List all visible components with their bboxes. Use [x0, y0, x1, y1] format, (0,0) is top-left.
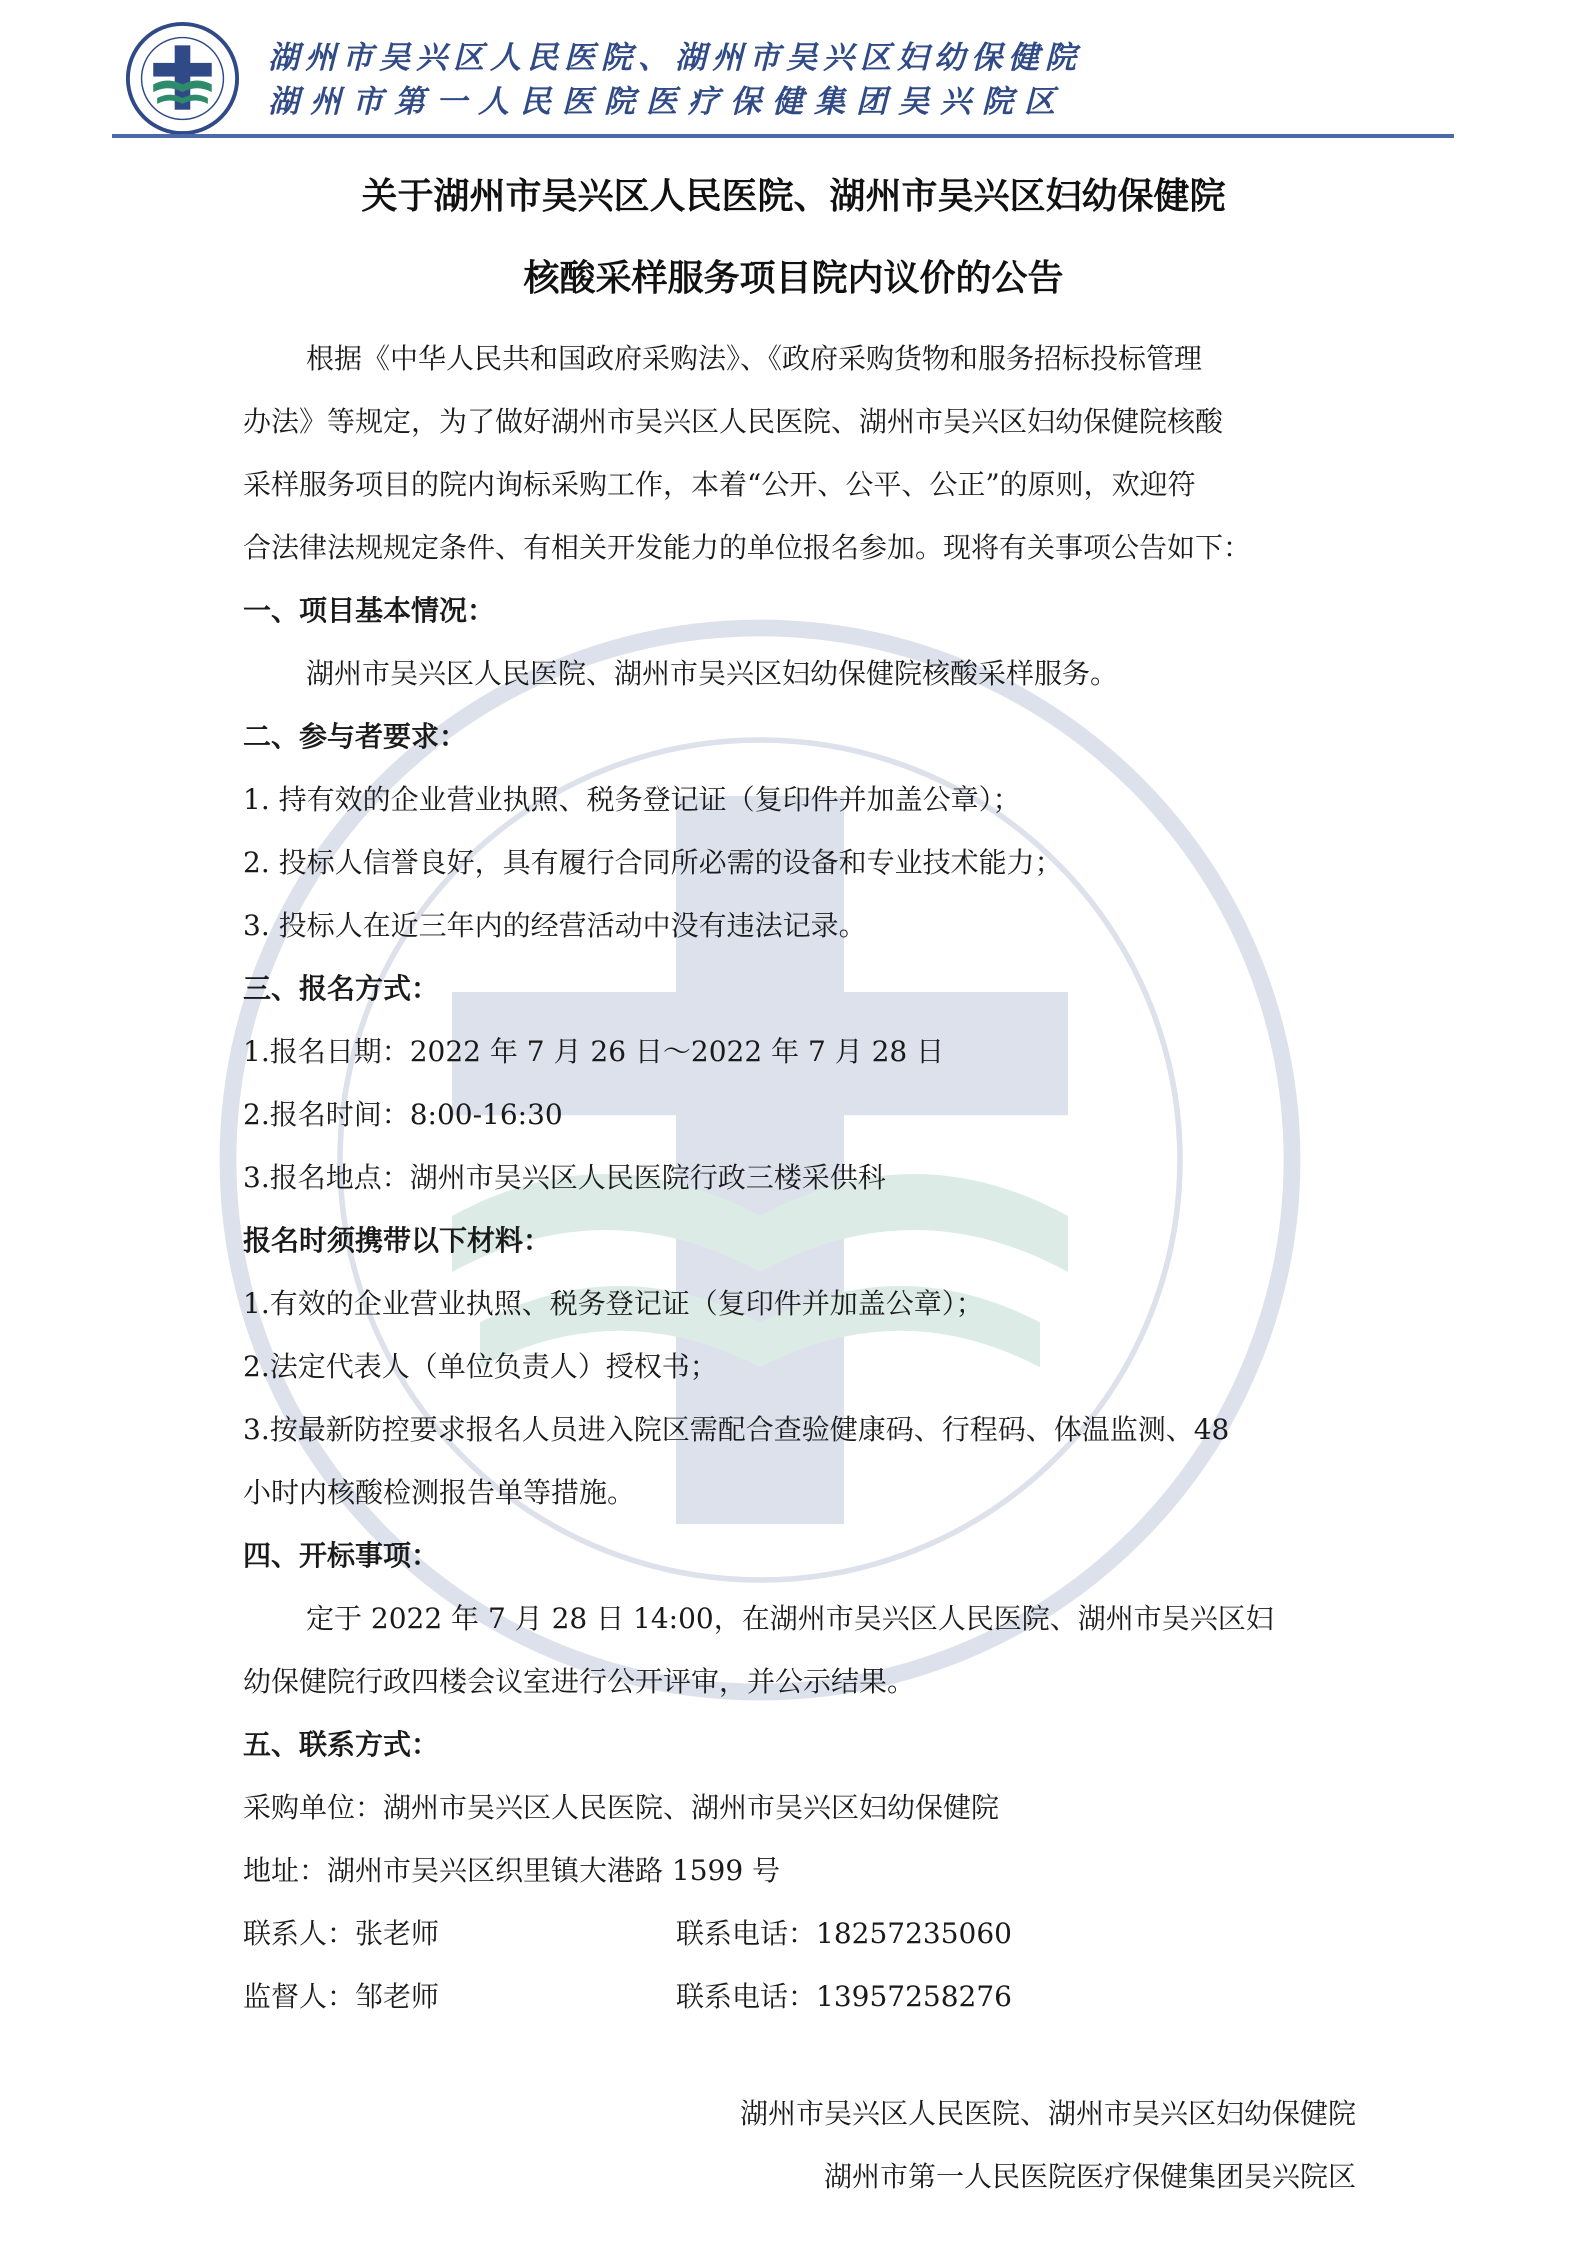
section-text: 定于 2022 年 7 月 28 日 14:00，在湖州市吴兴区人民医院、湖州市吴兴区妇 — [306, 1602, 1274, 1635]
signature-line-1: 湖州市吴兴区人民医院、湖州市吴兴区妇幼保健院 — [739, 2097, 1356, 2130]
list-item: 3. 投标人在近三年内的经营活动中没有违法记录。 — [243, 909, 867, 942]
list-item: 2.报名时间：8:00-16:30 — [243, 1098, 563, 1131]
intro-line: 采样服务项目的院内询标采购工作，本着“公开、公平、公正”的原则，欢迎符 — [243, 468, 1196, 501]
section-heading: 二、参与者要求： — [243, 720, 468, 753]
contact-phone: 联系电话：18257235060 — [676, 1917, 1012, 1950]
list-item: 小时内核酸检测报告单等措施。 — [243, 1476, 636, 1509]
header-line-1: 湖州市吴兴区人民医院、湖州市吴兴区妇幼保健院 — [268, 40, 1082, 76]
address: 地址：湖州市吴兴区织里镇大港路 1599 号 — [243, 1854, 781, 1887]
supervisor-person: 监督人：邹老师 — [243, 1980, 440, 2013]
notice-title-line-1: 关于湖州市吴兴区人民医院、湖州市吴兴区妇幼保健院 — [361, 176, 1226, 217]
list-item: 1.报名日期：2022 年 7 月 26 日～2022 年 7 月 28 日 — [243, 1035, 945, 1068]
notice-title-line-2: 核酸采样服务项目院内议价的公告 — [523, 258, 1064, 299]
section-text: 幼保健院行政四楼会议室进行公开评审，并公示结果。 — [243, 1665, 916, 1698]
intro-line: 办法》等规定，为了做好湖州市吴兴区人民医院、湖州市吴兴区妇幼保健院核酸 — [243, 405, 1224, 438]
list-item: 2.法定代表人（单位负责人）授权书； — [243, 1350, 718, 1383]
section-text: 湖州市吴兴区人民医院、湖州市吴兴区妇幼保健院核酸采样服务。 — [306, 657, 1119, 690]
supervisor-phone: 联系电话：13957258276 — [676, 1980, 1012, 2013]
list-item: 1.有效的企业营业执照、税务登记证（复印件并加盖公章）； — [243, 1287, 984, 1320]
materials-heading: 报名时须携带以下材料： — [243, 1224, 552, 1257]
list-item: 2. 投标人信誉良好，具有履行合同所必需的设备和专业技术能力； — [243, 846, 1063, 879]
section-heading: 一、项目基本情况： — [243, 594, 496, 627]
header-line-2: 湖州市第一人民医院医疗保健集团吴兴院区 — [268, 84, 1066, 120]
hospital-logo-icon — [124, 20, 241, 137]
signature-line-2: 湖州市第一人民医院医疗保健集团吴兴院区 — [823, 2160, 1356, 2193]
intro-line: 合法律法规规定条件、有相关开发能力的单位报名参加。现将有关事项公告如下： — [243, 531, 1252, 564]
section-heading: 三、报名方式： — [243, 972, 440, 1005]
list-item: 3.按最新防控要求报名人员进入院区需配合查验健康码、行程码、体温监测、48 — [243, 1413, 1230, 1446]
section-heading: 五、联系方式： — [243, 1728, 440, 1761]
list-item: 1. 持有效的企业营业执照、税务登记证（复印件并加盖公章）； — [243, 783, 1021, 816]
purchasing-unit: 采购单位：湖州市吴兴区人民医院、湖州市吴兴区妇幼保健院 — [243, 1791, 1000, 1824]
section-heading: 四、开标事项： — [243, 1539, 440, 1572]
intro-line: 根据《中华人民共和国政府采购法》、《政府采购货物和服务招标投标管理 — [306, 342, 1203, 375]
list-item: 3.报名地点：湖州市吴兴区人民医院行政三楼采供科 — [243, 1161, 886, 1194]
contact-person: 联系人：张老师 — [243, 1917, 440, 1950]
header-divider — [112, 134, 1454, 138]
